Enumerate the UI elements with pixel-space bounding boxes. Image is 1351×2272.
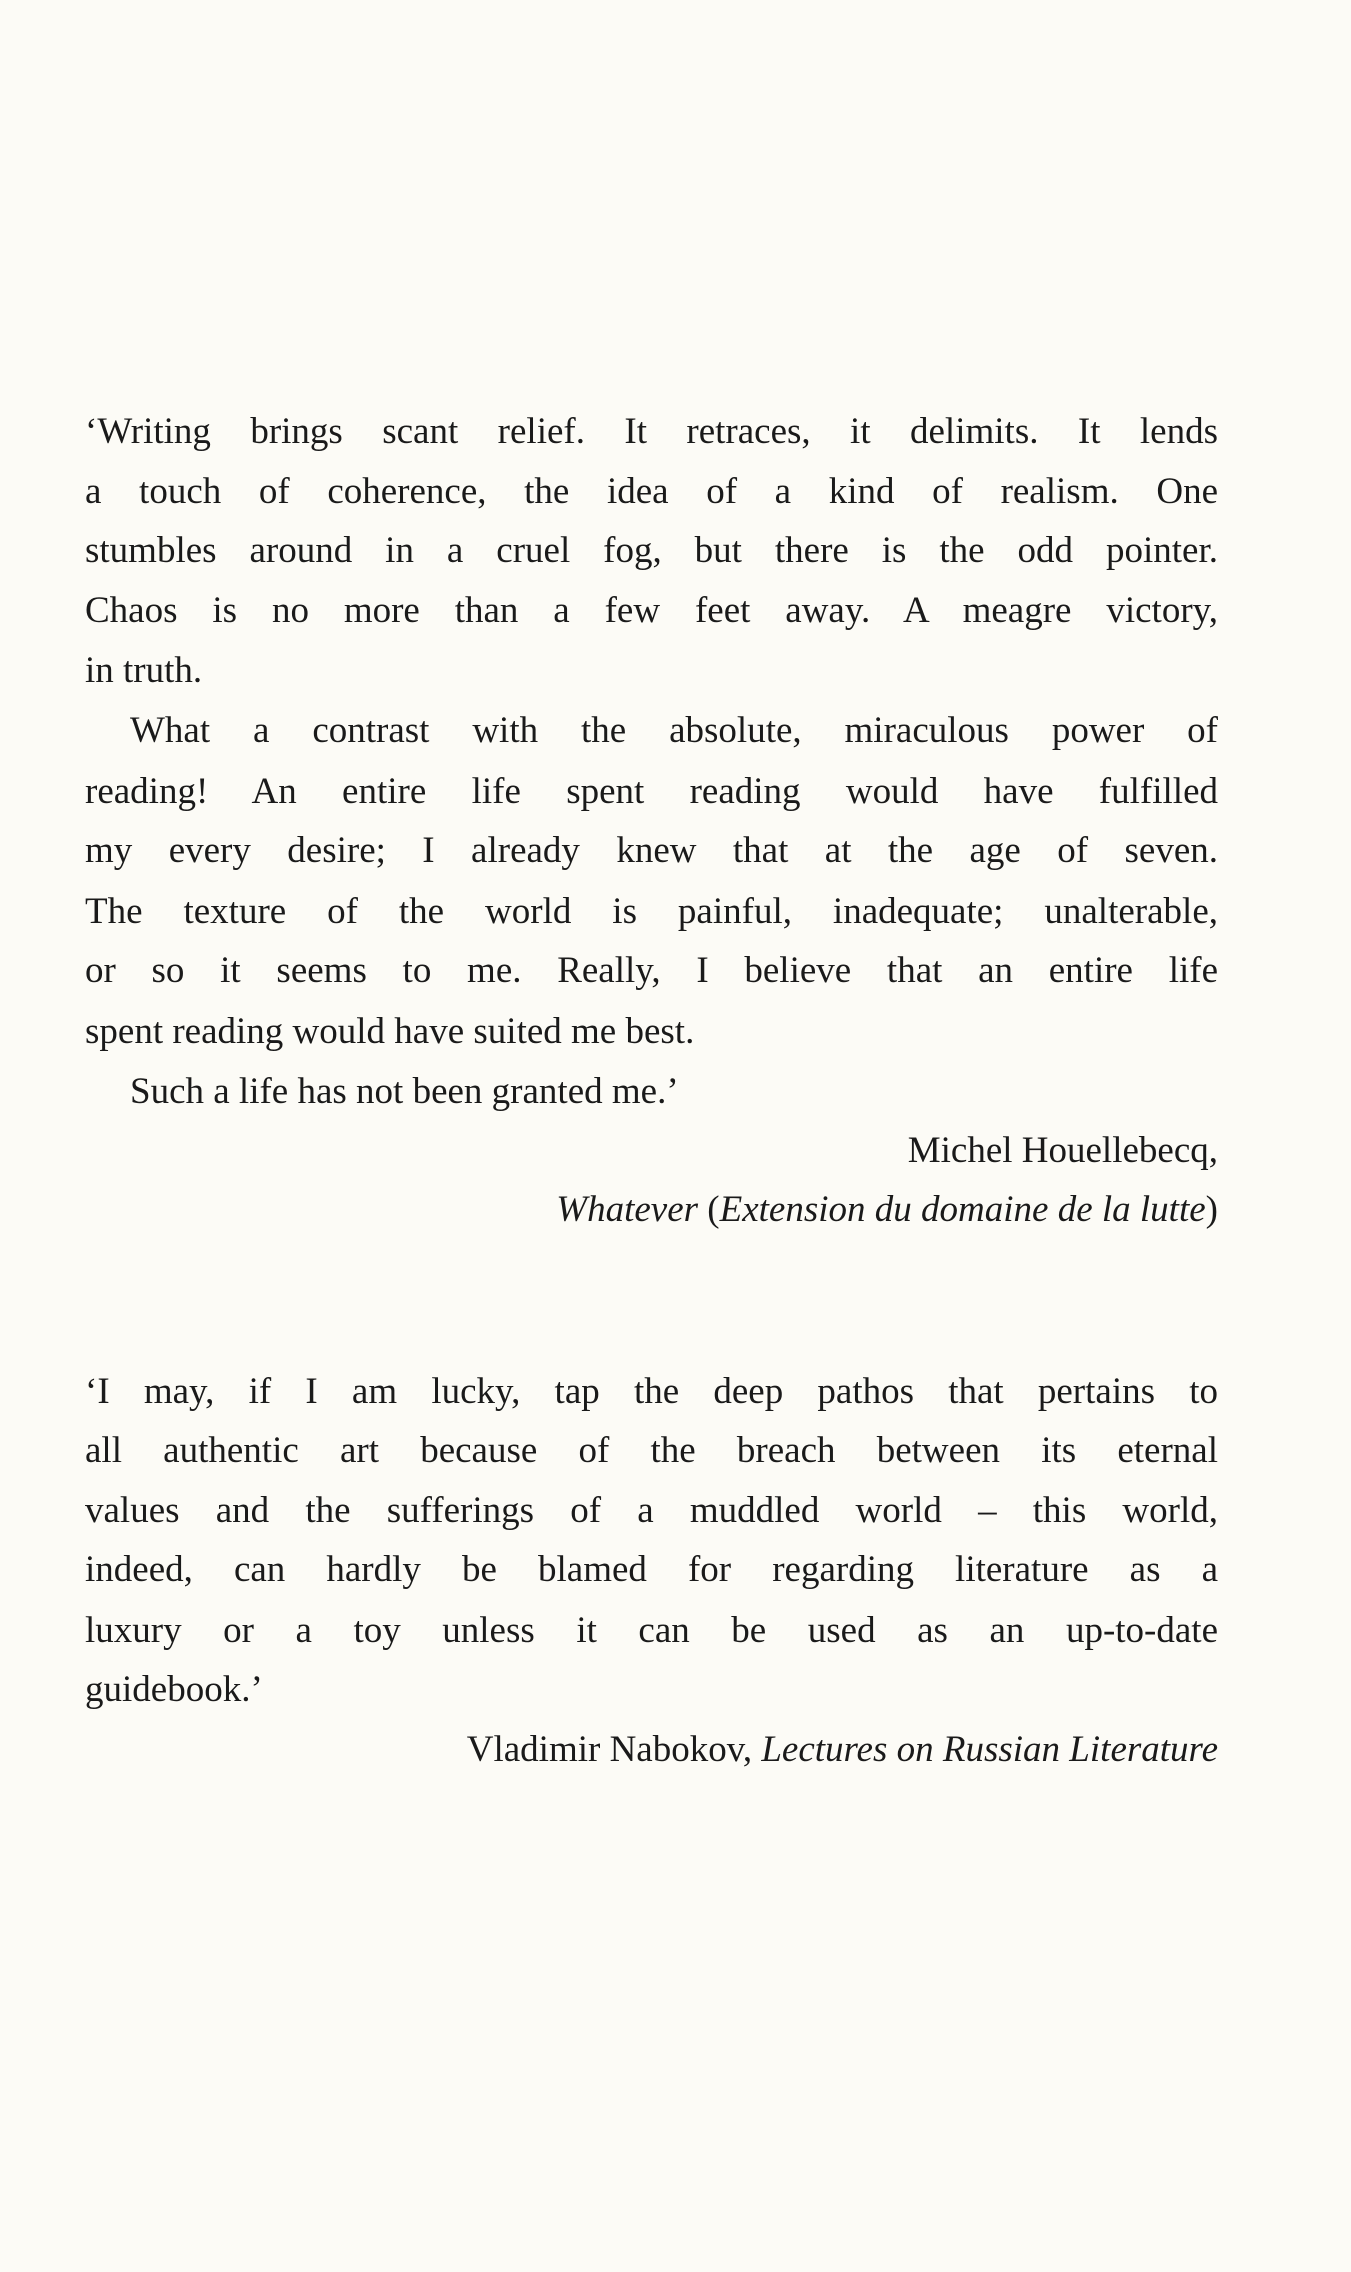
quote-line: luxury or a toy unless it can be used as an up-to-date [85,1610,1218,1651]
work-title: Lectures on Russian Literature [761,1729,1218,1770]
quote-line: ‘I may, if I am lucky, tap the deep pathos that pertains to [85,1371,1218,1412]
attribution-author: Vladimir Nabokov, [466,1729,753,1770]
work-title: Whatever [556,1189,699,1230]
quote-line: or so it seems to me. Really, I believe that an entire life [85,950,1218,991]
quote-line: all authentic art because of the breach between its eternal [85,1430,1218,1471]
quote-line: Chaos is no more than a few feet away. A meagre victory, [85,590,1218,631]
quote-line: What a contrast with the absolute, miraculous power of [130,710,1218,751]
quote-line: indeed, can hardly be blamed for regarding literature as a [85,1549,1218,1590]
quote-line: a touch of coherence, the idea of a kind of realism. One [85,471,1218,512]
quote-line: values and the sufferings of a muddled world – this world, [85,1490,1218,1531]
attribution-author: Michel Houellebecq, [907,1130,1218,1171]
quote-line: spent reading would have suited me best. [85,1011,695,1052]
quote-line: Such a life has not been granted me.’ [130,1071,679,1112]
quote-line: in truth. [85,650,203,691]
quote-line: reading! An entire life spent reading would have fulfilled [85,771,1218,812]
quote-line: The texture of the world is painful, inadequate; unalterable, [85,891,1218,932]
work-original-title: Extension du domaine de la lutte [719,1189,1206,1230]
quote-line: stumbles around in a cruel fog, but there is the odd pointer. [85,530,1218,571]
quote-line: ‘Writing brings scant relief. It retraces, it delimits. It lends [85,411,1218,452]
attribution [85,1720,1218,1780]
attribution-work: Whatever (Extension du domaine de la lutte) [556,1189,1218,1230]
quote-line: guidebook.’ [85,1669,263,1710]
quote-line: my every desire; I already knew that at the age of seven. [85,830,1218,871]
